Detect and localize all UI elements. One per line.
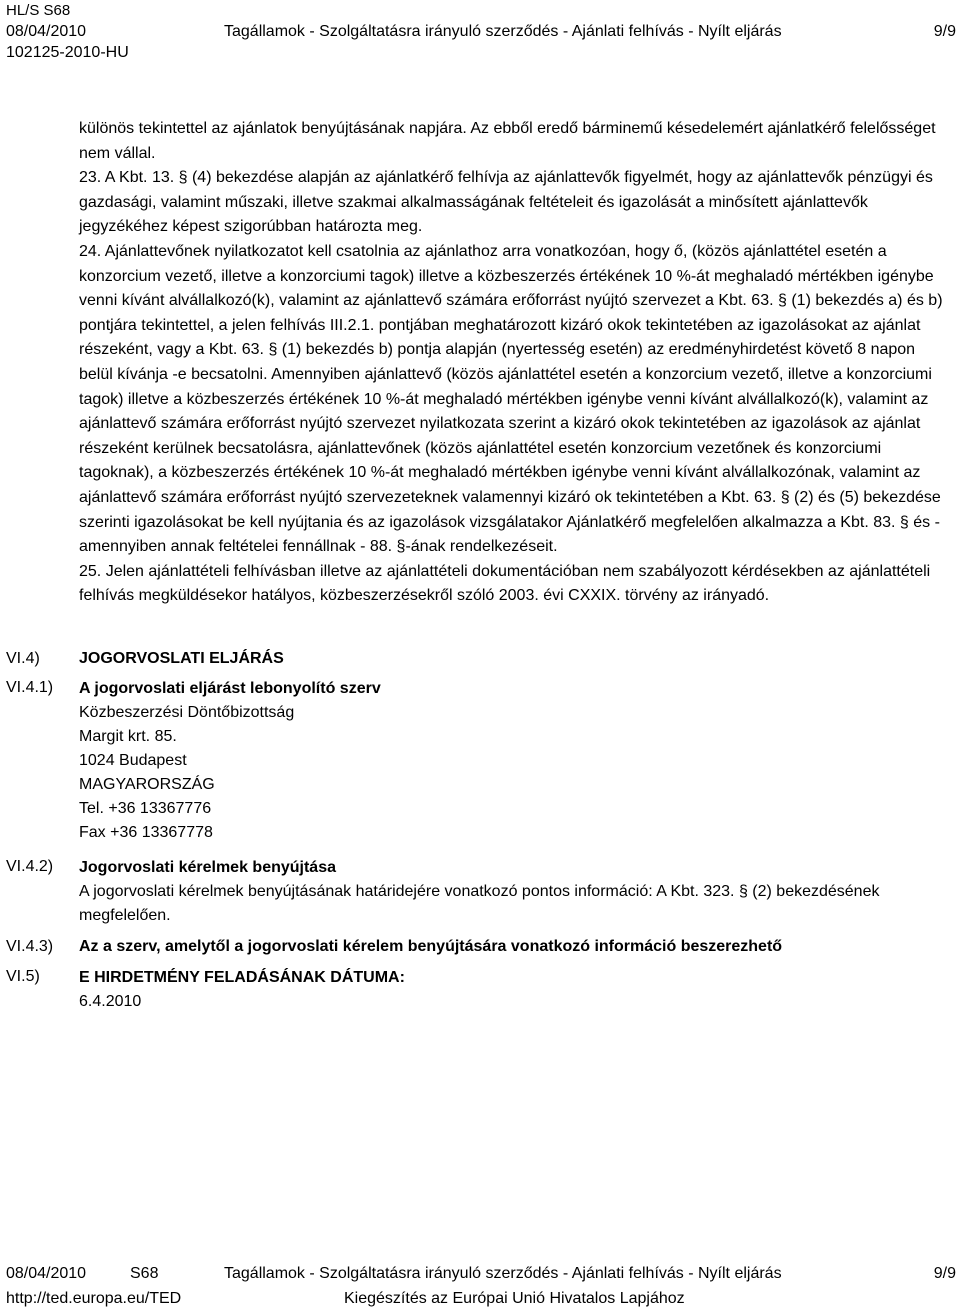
review-body-street: Margit krt. 85. [79,728,177,745]
footer-page-number: 9/9 [933,1265,956,1282]
footer-title: Tagállamok - Szolgáltatásra irányuló szerződés - Ajánlati felhívás - Nyílt eljárás [224,1265,782,1282]
page-header [6,0,956,64]
section-title-vi41: A jogorvoslati eljárást lebonyolító szerv [79,680,381,697]
footer-date: 08/04/2010 [6,1265,87,1282]
review-body-tel: Tel. +36 13367776 [79,800,212,817]
review-body-country: MAGYARORSZÁG [79,776,215,793]
section-vi42 [79,856,951,928]
section-title-vi4: JOGORVOSLATI ELJÁRÁS [79,650,284,667]
section-label-vi43: VI.4.3) [6,938,54,955]
header-series: HL/S S68 [6,2,71,19]
footer-publisher: Kiegészítés az Európai Unió Hivatalos Lapjához [344,1290,685,1307]
body-paragraph-2: 23. A Kbt. 13. § (4) bekezdése alapján az ajánlatkérő felhívja az ajánlattevők figyelmét, hogy az ajánlattevők pénzügyi és gazdasági, valamint műszaki, illetve szakmai alkalmasságának feltételeit és igazolását a minősített ajánlattevők jegyzékéhez képest szigorúbban határozta meg. [79,169,933,236]
body-paragraph-3: 24. Ajánlattevőnek nyilatkozatot kell csatolnia az ajánlathoz arra vonatkozóan, hogy ő, (közös ajánlattétel esetén a konzorcium vezető, illetve a konzorciumi tagok) illetve a közbeszerzés értékének 10 %-át meghaladó mértékben igénybe venni kívánt alvállalkozó(k), valamint az ajánlattevő számára erőforrást nyújtó szervezet a Kbt. 63. § (1) bekezdés a) és b) pontjára tekintettel, a jelen felhívás III.2.1. pontjában meghatározott kizáró okok tekintetében az igazolásokat az ajánlat részeként, vagy a Kbt. 63. § (1) bekezdés b) pontja alapján (nyertesség esetén) az eredményhirdetést követő 8 napon belül kívánja -e becsatolni. Amennyiben ajánlattevő (közös ajánlattétel esetén a konzorcium vezető, illetve a konzorciumi tagok) illetve a közbeszerzés értékének 10 %-át meghaladó mértékben igénybe venni kívánt alvállalkozó(k), valamint az ajánlattevő számára erőforrást nyújtó szervezet nyilatkozata szerint a kizáró okok tekintetében az igazolások az ajánlat részeként kerülnek becsatolásra, ajánlattevőnek (közös ajánlattétel esetén konzorcium vezetőnek és konzorciumi tagoknak), a közbeszerzés értékének 10 %-át meghaladó mértékben igénybe venni kívánt alvállalkozónak, valamint az ajánlattevő számára erőforrást nyújtó szervezeteknek valamennyi kizáró ok tekintetében a Kbt. 63. § (2) és (5) bekezdése szerinti igazolásokat be kell nyújtania és az igazolások vizsgálatakor Ajánlatkérő megfelelően alkalmazza a Kbt. 83. § és - amennyiben annak feltételei fennállnak - 88. §-ának rendelkezéseit. [79,242,943,556]
section-vi41 [79,677,951,845]
section-label-vi4: VI.4) [6,650,40,667]
section-vi5 [79,966,951,1014]
review-body-fax: Fax +36 13367778 [79,824,213,841]
section-title-vi43: Az a szerv, amelytől a jogorvoslati kérelem benyújtására vonatkozó információ beszerezhető [79,938,783,955]
footer-series: S68 [130,1265,159,1282]
section-title-vi5: E HIRDETMÉNY FELADÁSÁNAK DÁTUMA: [79,969,405,986]
section-text-vi42: A jogorvoslati kérelmek benyújtásának határidejére vonatkozó pontos információ: A Kbt. 323. § (2) bekezdésének megfelelően. [79,883,880,924]
header-page-number: 9/9 [933,23,956,40]
body-text [79,117,951,609]
review-body-name: Közbeszerzési Döntőbizottság [79,704,295,721]
footer-ted-link[interactable]: http://ted.europa.eu/TED [6,1290,182,1307]
section-title-vi42: Jogorvoslati kérelmek benyújtása [79,859,336,876]
header-title: Tagállamok - Szolgáltatásra irányuló szerződés - Ajánlati felhívás - Nyílt eljárás [224,23,782,40]
review-body-city: 1024 Budapest [79,752,187,769]
section-label-vi5: VI.5) [6,968,40,985]
body-paragraph-4: 25. Jelen ajánlattételi felhívásban illetve az ajánlattételi dokumentációban nem szabályozott kérdésekben az ajánlattételi felhívás megküldésekor hatályos, közbeszerzésekről szóló 2003. évi CXXIX. törvény az irányadó. [79,562,931,605]
header-notice-id: 102125-2010-HU [6,44,129,61]
header-date: 08/04/2010 [6,23,87,40]
dispatch-date: 6.4.2010 [79,993,142,1010]
page-footer [6,1263,956,1311]
section-label-vi41: VI.4.1) [6,679,54,696]
section-label-vi42: VI.4.2) [6,858,54,875]
body-paragraph-1: különös tekintettel az ajánlatok benyújtásának napjára. Az ebből eredő bárminemű késedelemért ajánlatkérő felelősséget nem vállal. [79,120,936,162]
